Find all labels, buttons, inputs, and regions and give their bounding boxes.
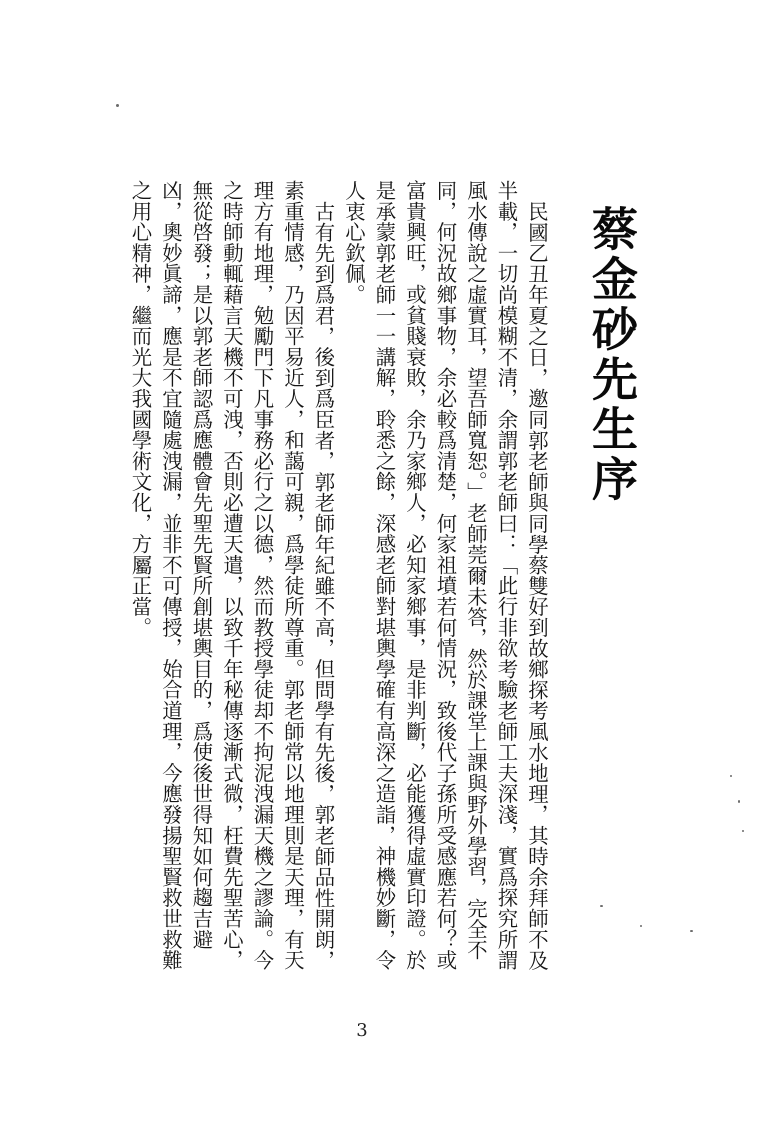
paragraph-2: 古有先到爲君，後到爲臣者，郭老師年紀雖不高，但問學有先後，郭老師品性開朗，素重情感，乃因平易近人，和藹可親，爲學徒所尊重。郭老師常以地理則是天理，有天理方有地理，勉勵門下凡事務必行之以德，然而教授學徒却不拘泥洩漏天機之謬論。今之時師動輒藉言天機不可洩，否則必遭天遣，以致千年秘傳逐漸式微，枉費先聖苦心，無從啓發；是以郭老師認爲應體會先聖先賢所創堪輿目的，爲使後世得知如何趨吉避凶，奧妙眞諦，應是不宜隨處洩漏，並非不可傳授，始合道理，今應發揚聖賢救世救難之用心精神，繼而光大我國學術文化，方屬正當。 xyxy=(128,180,336,972)
scan-speck xyxy=(116,104,119,107)
page-number: 3 xyxy=(356,1020,368,1041)
scan-speck xyxy=(600,905,603,907)
page-title: 蔡金砂先生序 xyxy=(585,205,639,505)
paragraph-1: 民國乙丑年夏之日，邀同郭老師與同學蔡雙好到故鄉探考風水地理，其時余拜師不及半載，一切尚模糊不清，余謂郭老師曰：「此行非欲考驗老師工夫深淺，實爲探究所謂風水傳說之虛實耳，望吾師寬恕。」老師莞爾未答，然於課堂上課與野外學習，完全不同，何況故鄉事物，余必較爲清楚，何家祖墳若何情況，致後代子孫所受感應若何？或富貴興旺，或貧賤衰敗，余乃家鄉人，必知家鄉事，是非判斷，必能獲得虛實印證。於是承蒙郭老師一一講解，聆悉之餘，深感老師對堪輿學確有高深之造詣，神機妙斷，令人衷心欽佩。 xyxy=(342,180,549,972)
scan-speck xyxy=(738,800,740,803)
preface-body xyxy=(92,180,552,980)
scan-speck xyxy=(690,930,693,932)
scan-speck xyxy=(640,925,642,927)
scan-speck xyxy=(730,775,732,777)
scan-speck xyxy=(742,830,744,832)
